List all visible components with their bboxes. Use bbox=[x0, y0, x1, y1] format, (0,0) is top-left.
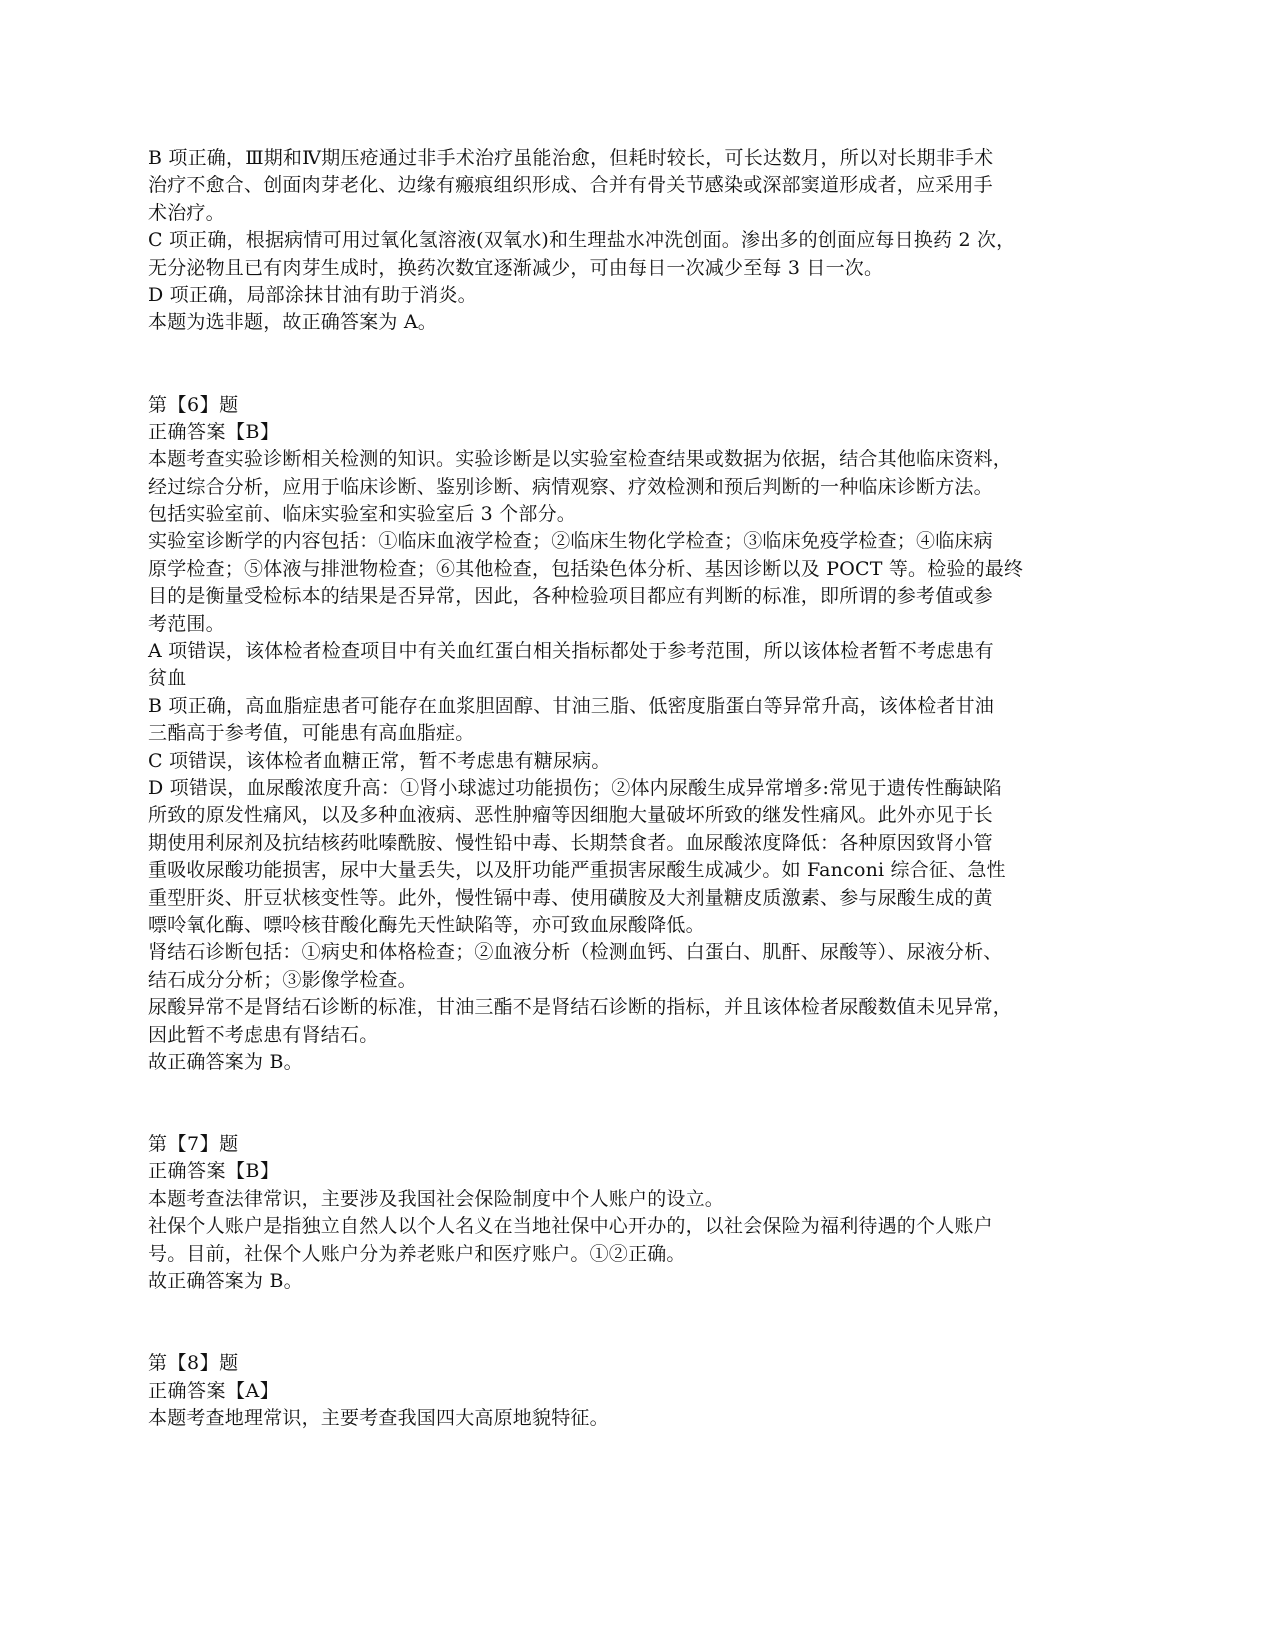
question-title: 第【8】题 bbox=[148, 1352, 239, 1375]
text-line: C 项正确，根据病情可用过氧化氢溶液(双氧水)和生理盐水冲洗创面。渗出多的创面应每日换药 2 次， bbox=[148, 229, 1016, 252]
text-line: 考范围。 bbox=[148, 612, 225, 635]
text-line: 治疗不愈合、创面肉芽老化、边缘有瘢痕组织形成、合并有骨关节感染或深部窦道形成者，应采用手 bbox=[148, 174, 993, 197]
question-title: 第【7】题 bbox=[148, 1133, 239, 1156]
question-7 bbox=[148, 1131, 1098, 1295]
question-6 bbox=[148, 392, 1098, 1077]
question-title: 第【6】题 bbox=[148, 393, 239, 416]
text-line: 尿酸异常不是肾结石诊断的标准，甘油三酯不是肾结石诊断的指标，并且该体检者尿酸数值未见异常， bbox=[148, 996, 1013, 1019]
question-5-explanation-tail bbox=[148, 145, 1098, 337]
text-line: 三酯高于参考值，可能患有高血脂症。 bbox=[148, 722, 475, 745]
text-line: 重型肝炎、肝豆状核变性等。此外，慢性镉中毒、使用磺胺及大剂量糖皮质激素、参与尿酸生成的黄 bbox=[148, 886, 993, 909]
text-line: 术治疗。 bbox=[148, 201, 225, 224]
text-line: 经过综合分析，应用于临床诊断、鉴别诊断、病情观察、疗效检测和预后判断的一种临床诊断方法。 bbox=[148, 475, 993, 498]
section-spacer bbox=[148, 1076, 1098, 1131]
correct-answer: 正确答案【B】 bbox=[148, 420, 280, 443]
text-line: 无分泌物且已有肉芽生成时，换药次数宜逐渐减少，可由每日一次减少至每 3 日一次。 bbox=[148, 256, 884, 279]
text-line: 原学检查；⑤体液与排泄物检查；⑥其他检查，包括染色体分析、基因诊断以及 POCT 等。检验的最终 bbox=[148, 557, 1024, 580]
text-line: 结石成分分析；③影像学检查。 bbox=[148, 968, 417, 991]
text-line: 肾结石诊断包括：①病史和体格检查；②血液分析（检测血钙、白蛋白、肌酐、尿酸等）、尿液分析、 bbox=[148, 941, 1003, 964]
correct-answer: 正确答案【B】 bbox=[148, 1160, 280, 1183]
conclusion-line: 本题为选非题，故正确答案为 A。 bbox=[148, 311, 437, 334]
text-line: 期使用利尿剂及抗结核药吡嗪酰胺、慢性铅中毒、长期禁食者。血尿酸浓度降低：各种原因致肾小管 bbox=[148, 831, 993, 854]
text-line: 贫血 bbox=[148, 667, 187, 690]
section-spacer bbox=[148, 337, 1098, 392]
text-line: 号。目前，社保个人账户分为养老账户和医疗账户。①②正确。 bbox=[148, 1242, 686, 1265]
text-line: 社保个人账户是指独立自然人以个人名义在当地社保中心开办的，以社会保险为福利待遇的个人账户 bbox=[148, 1215, 993, 1238]
section-spacer bbox=[148, 1295, 1098, 1350]
text-line: 目的是衡量受检标本的结果是否异常，因此，各种检验项目都应有判断的标准，即所谓的参考值或参 bbox=[148, 585, 993, 608]
conclusion-line: 故正确答案为 B。 bbox=[148, 1050, 303, 1073]
document-page bbox=[148, 145, 1098, 1432]
text-line: B 项正确，高血脂症患者可能存在血浆胆固醇、甘油三脂、低密度脂蛋白等异常升高，该体检者甘油 bbox=[148, 694, 995, 717]
conclusion-line: 故正确答案为 B。 bbox=[148, 1270, 303, 1293]
text-line: B 项正确，Ⅲ期和Ⅳ期压疮通过非手术治疗虽能治愈，但耗时较长，可长达数月，所以对长期非手术 bbox=[148, 147, 994, 169]
question-8 bbox=[148, 1350, 1098, 1432]
text-line: D 项错误，血尿酸浓度升高：①肾小球滤过功能损伤；②体内尿酸生成异常增多:常见于遗传性酶缺陷 bbox=[148, 777, 1002, 799]
text-line: 重吸收尿酸功能损害，尿中大量丢失，以及肝功能严重损害尿酸生成减少。如 Fanconi 综合征、急性 bbox=[148, 859, 1006, 882]
text-line: 本题考查实验诊断相关检测的知识。实验诊断是以实验室检查结果或数据为依据，结合其他临床资料， bbox=[148, 448, 1013, 471]
correct-answer: 正确答案【A】 bbox=[148, 1379, 280, 1402]
text-line: 所致的原发性痛风，以及多种血液病、恶性肿瘤等因细胞大量破坏所致的继发性痛风。此外亦见于长 bbox=[148, 804, 993, 827]
text-line: 本题考查法律常识，主要涉及我国社会保险制度中个人账户的设立。 bbox=[148, 1187, 725, 1210]
text-line: 实验室诊断学的内容包括：①临床血液学检查；②临床生物化学检查；③临床免疫学检查；④临床病 bbox=[148, 530, 993, 553]
text-line: C 项错误，该体检者血糖正常，暂不考虑患有糖尿病。 bbox=[148, 749, 611, 772]
text-line: 因此暂不考虑患有肾结石。 bbox=[148, 1023, 379, 1046]
text-line: 本题考查地理常识，主要考查我国四大高原地貌特征。 bbox=[148, 1407, 609, 1430]
text-line: A 项错误，该体检者检查项目中有关血红蛋白相关指标都处于参考范围，所以该体检者暂不考虑患有 bbox=[148, 640, 994, 663]
text-line: D 项正确，局部涂抹甘油有助于消炎。 bbox=[148, 283, 477, 306]
text-line: 包括实验室前、临床实验室和实验室后 3 个部分。 bbox=[148, 503, 576, 526]
text-line: 嘌呤氧化酶、嘌呤核苷酸化酶先天性缺陷等，亦可致血尿酸降低。 bbox=[148, 913, 705, 936]
